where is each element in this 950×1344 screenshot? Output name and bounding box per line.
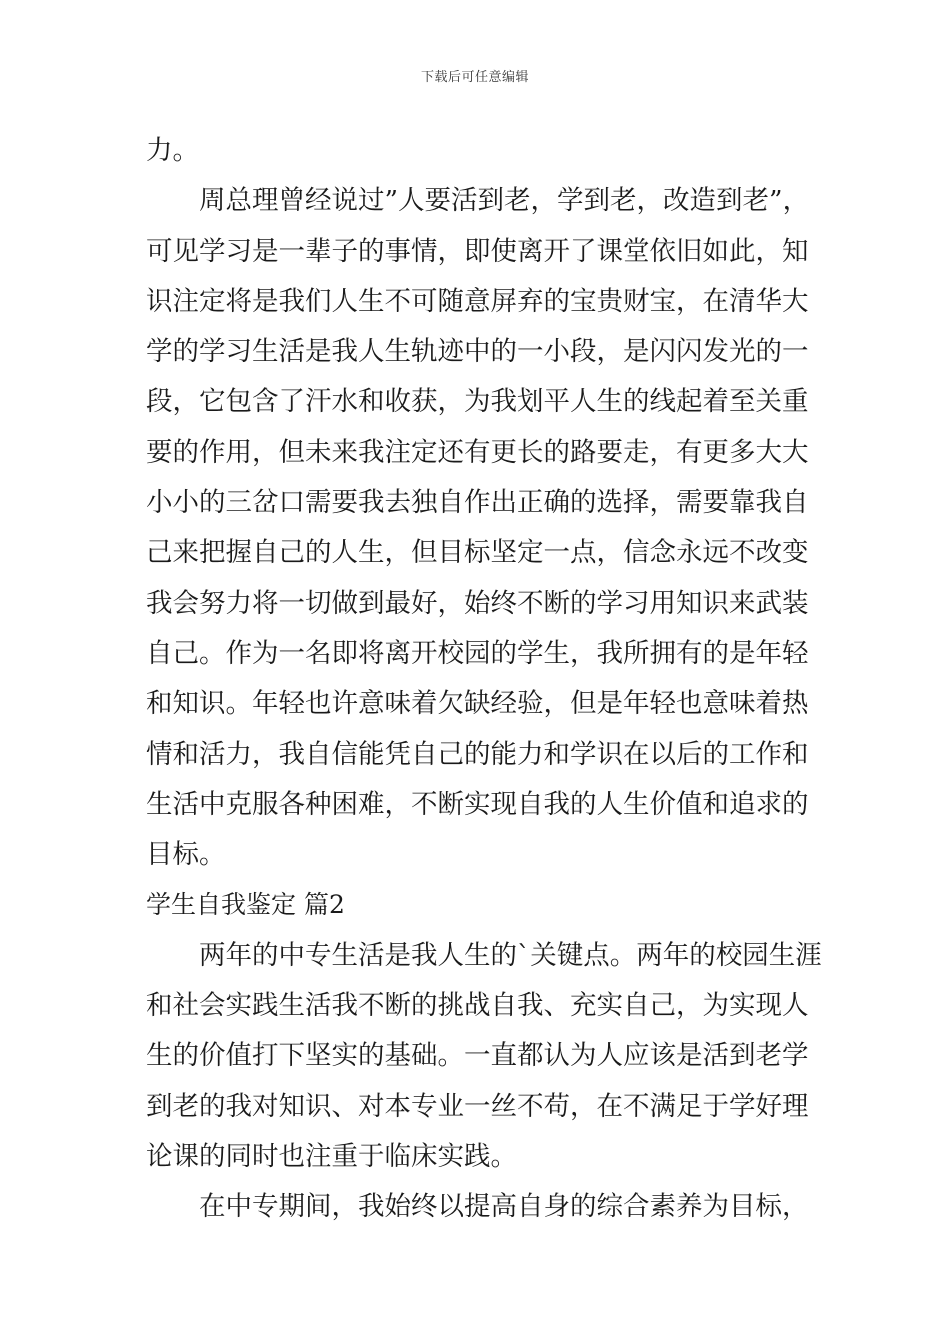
text-line: 力。 <box>146 135 199 166</box>
text-line: 识注定将是我们人生不可随意屏弃的宝贵财宝，在清华大 <box>146 285 809 317</box>
text-line: 和知识。年轻也许意味着欠缺经验，但是年轻也意味着热 <box>146 688 809 720</box>
text-line: 可见学习是一辈子的事情，即使离开了课堂依旧如此，知 <box>146 235 809 267</box>
text-line: 小小的三岔口需要我去独自作出正确的选择，需要靠我自 <box>146 487 809 519</box>
text-line: 周总理曾经说过”人要活到老，学到老，改造到老”， <box>199 185 810 217</box>
text-line: 在中专期间，我始终以提高自身的综合素养为目标， <box>199 1191 809 1223</box>
text-line: 己来把握自己的人生，但目标坚定一点，信念永远不改变 <box>146 537 809 569</box>
text-line: 自己。作为一名即将离开校园的学生，我所拥有的是年轻 <box>146 637 809 669</box>
text-line: 要的作用，但未来我注定还有更长的路要走，有更多大大 <box>146 436 809 468</box>
document-body <box>146 126 822 1233</box>
text-line: 学的学习生活是我人生轨迹中的一小段，是闪闪发光的一 <box>146 336 809 368</box>
text-line: 到老的我对知识、对本专业一丝不苟，在不满足于学好理 <box>146 1090 809 1122</box>
text-line: 和社会实践生活我不断的挑战自我、充实自己，为实现人 <box>146 990 809 1022</box>
text-line: 论课的同时也注重于临床实践。 <box>146 1140 517 1172</box>
text-line: 我会努力将一切做到最好，始终不断的学习用知识来武装 <box>146 587 809 619</box>
text-line: 目标。 <box>146 839 226 871</box>
section-heading: 学生自我鉴定 篇2 <box>146 890 345 920</box>
text-line: 生活中克服各种困难，不断实现自我的人生价值和追求的 <box>146 788 809 820</box>
text-line: 两年的中专生活是我人生的`关键点。两年的校园生涯 <box>199 939 822 971</box>
page-header: 下载后可任意编辑 <box>420 70 529 85</box>
text-line: 情和活力，我自信能凭自己的能力和学识在以后的工作和 <box>146 738 809 770</box>
text-line: 段，它包含了汗水和收获，为我划平人生的线起着至关重 <box>146 386 809 418</box>
text-line: 生的价值打下坚实的基础。一直都认为人应该是活到老学 <box>146 1040 809 1072</box>
